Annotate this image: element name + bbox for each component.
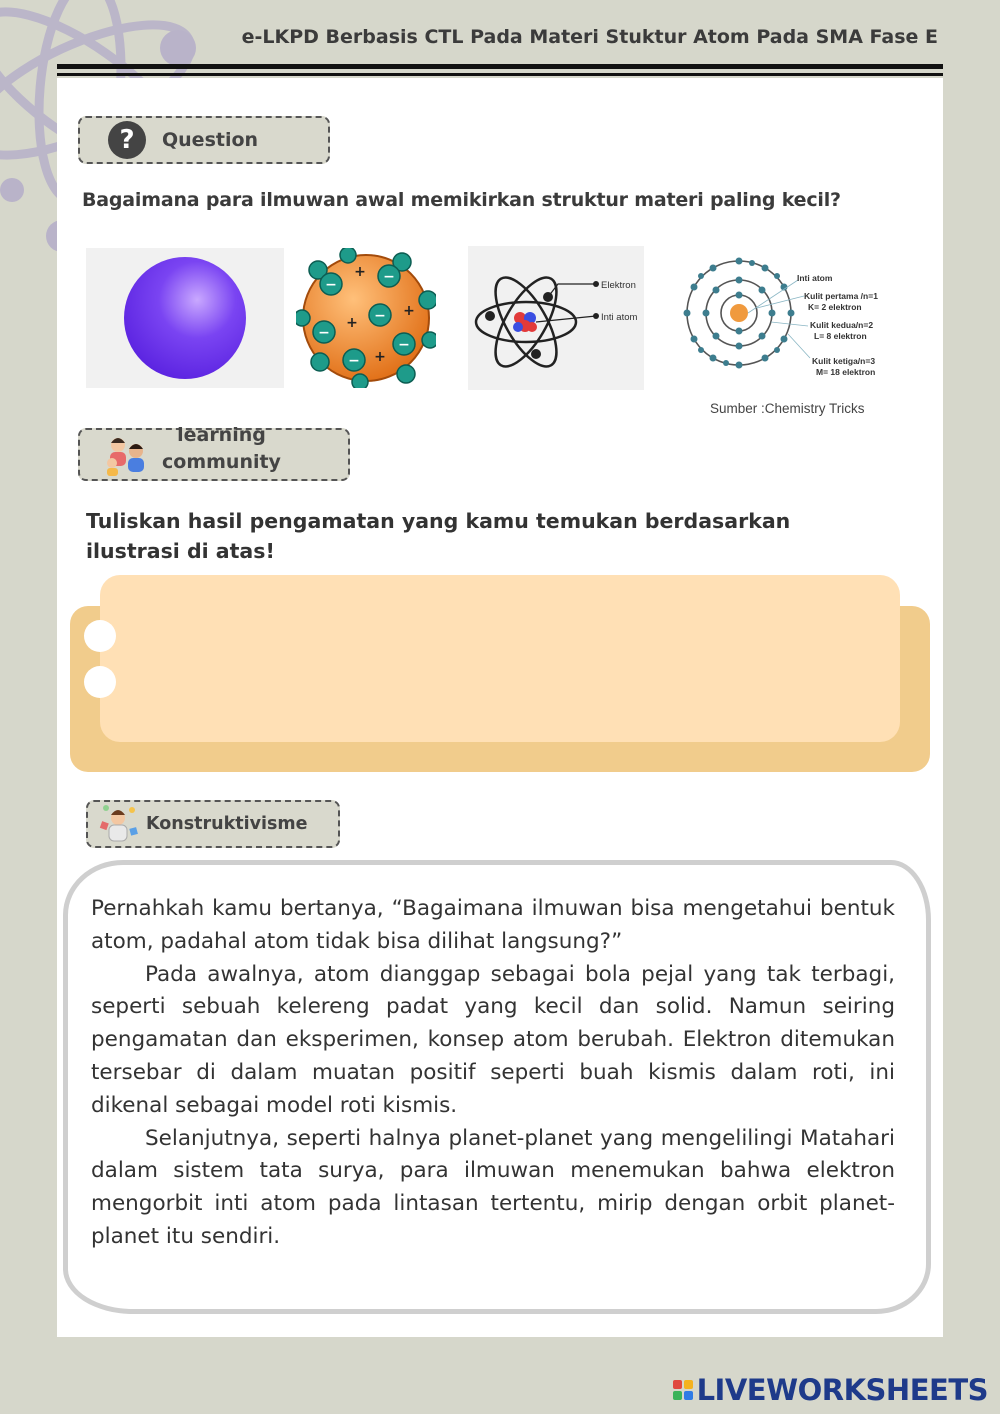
- positive-sign: +: [403, 303, 415, 319]
- question-mark-icon: ?: [108, 121, 146, 159]
- shell-label-first: Kulit pertama /n=1: [804, 291, 878, 301]
- shell-label-nucleus: Inti atom: [797, 273, 833, 283]
- learning-community-tag: [78, 423, 350, 481]
- people-group-icon: [102, 433, 152, 477]
- header-rule-thin: [57, 73, 943, 76]
- notebook-hole: [84, 620, 116, 652]
- konstruktivisme-label: Konstruktivisme: [146, 814, 308, 834]
- dalton-model-illustration: [86, 248, 284, 388]
- paragraph: Pernahkah kamu bertanya, “Bagaimana ilmuwan bisa mengetahui bentuk atom, padahal atom tidak bisa dilihat langsung?”: [91, 896, 895, 954]
- thinking-person-icon: [96, 802, 142, 846]
- positive-sign: +: [374, 349, 386, 365]
- konstruktivisme-tag: [86, 800, 340, 848]
- question-tag-label: Question: [162, 129, 259, 151]
- shell-label-third: Kulit ketiga/n=3: [812, 356, 876, 366]
- shell-label-third-count: M= 18 elektron: [816, 367, 876, 377]
- electron-sign: −: [348, 353, 360, 369]
- observation-answer-input[interactable]: [100, 575, 900, 742]
- electron-sign: −: [374, 308, 386, 324]
- header-rule-thick: [57, 64, 943, 69]
- electron-sign: −: [325, 277, 337, 293]
- observation-instruction: Tuliskan hasil pengamatan yang kamu temukan berdasarkan ilustrasi di atas!: [86, 509, 791, 563]
- paragraph: Selanjutnya, seperti halnya planet-planet yang mengelilingi Matahari dalam sistem tata surya, para ilmuwan menemukan bahwa elektron mengorbit inti atom pada lintasan tertentu, mirip dengan orbit planet-planet itu sendiri.: [91, 1125, 895, 1249]
- shell-nucleus: [730, 304, 748, 322]
- question-text: Bagaimana para ilmuwan awal memikirkan struktur materi paling kecil?: [82, 189, 841, 211]
- question-section-tag: [78, 116, 330, 164]
- learning-community-label-line2: community: [162, 450, 281, 473]
- nucleus-label: Inti atom: [601, 312, 638, 323]
- electron-sign: −: [318, 325, 330, 341]
- positive-sign: +: [354, 264, 366, 280]
- shell-model-illustration: [680, 254, 880, 380]
- brand-name: LIVEWORKSHEETS: [696, 1373, 988, 1407]
- solid-sphere: [124, 257, 246, 379]
- document-header-title: e-LKPD Berbasis CTL Pada Materi Stuktur Atom Pada SMA Fase E: [241, 26, 938, 48]
- image-source-credit: Sumber :Chemistry Tricks: [710, 401, 865, 416]
- liveworksheets-logo: [673, 1373, 988, 1407]
- brand-blocks-icon: [673, 1380, 693, 1400]
- electron-sign: −: [398, 337, 410, 353]
- electron-sign: −: [383, 269, 395, 285]
- shell-label-second: Kulit kedua/n=2: [810, 320, 874, 330]
- paragraph: Pada awalnya, atom dianggap sebagai bola pejal yang tak terbagi, seperti sebuah kelereng padat yang kecil dan solid. Namun seiring pengamatan dan eksperimen, konsep atom berubah. Elektron ditemukan tersebar di dalam muatan positif seperti buah kismis dalam roti, ini dikenal sebagai model roti kismis.: [91, 961, 895, 1118]
- learning-community-label-line1: learning: [177, 423, 266, 446]
- planetary-model-illustration: [468, 246, 644, 390]
- reading-passage: [91, 893, 895, 1254]
- thomson-model-illustration: [296, 248, 436, 388]
- notebook-hole: [84, 666, 116, 698]
- shell-label-second-count: L= 8 elektron: [814, 331, 867, 341]
- electron-label: Elektron: [601, 280, 636, 291]
- positive-sign: +: [346, 315, 358, 331]
- nucleus: [513, 312, 537, 332]
- shell-label-first-count: K= 2 elektron: [808, 302, 862, 312]
